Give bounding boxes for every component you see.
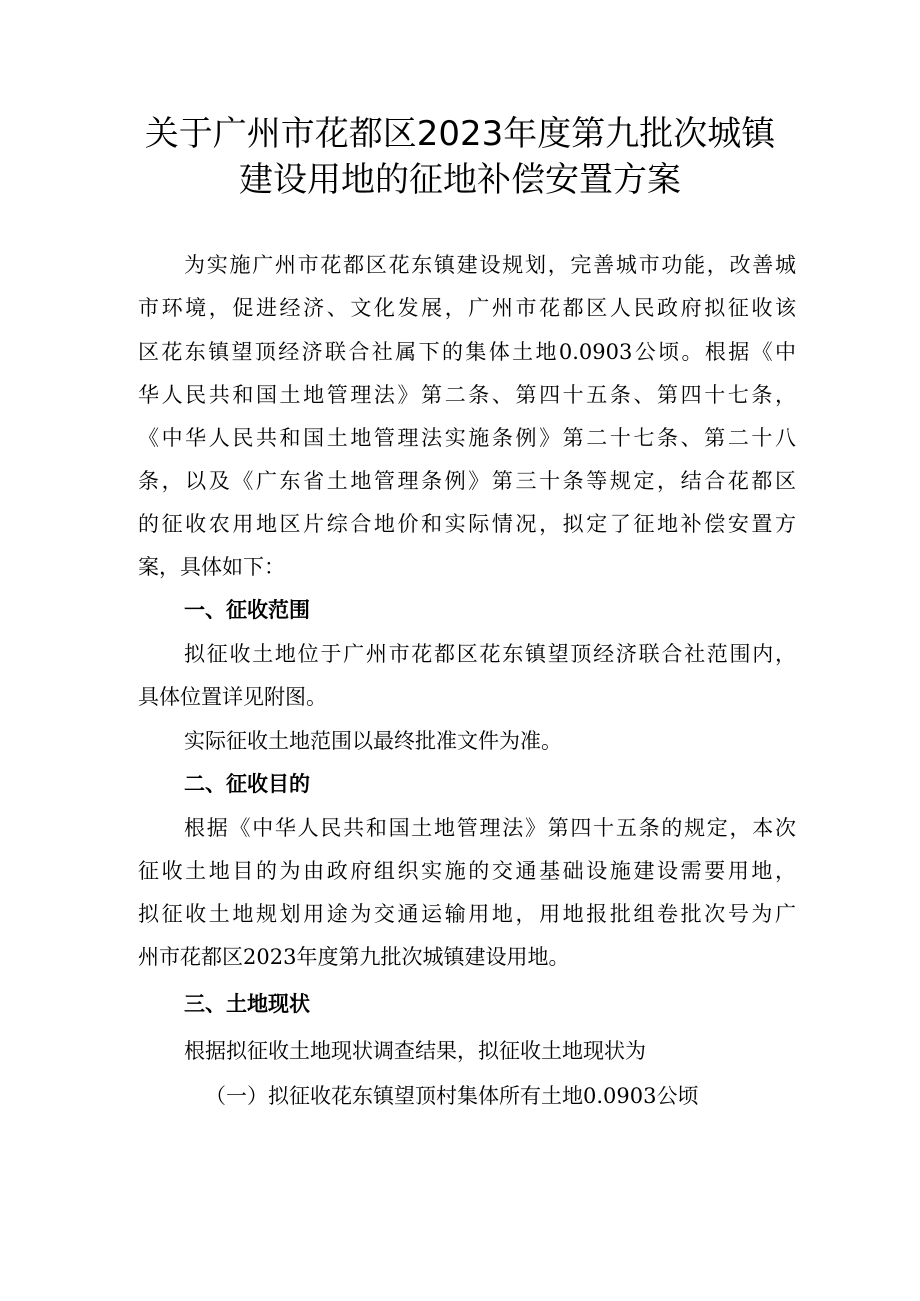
document-title-line-1: 关于广州市花都区2023年度第九批次城镇 — [144, 114, 776, 154]
section2-line-4: 州市花都区2023年度第九批次城镇建设用地。 — [138, 945, 570, 969]
section1-line-2: 具体位置详见附图。 — [138, 685, 327, 709]
section2-line-3: 拟征收土地规划用途为交通运输用地，用地报批组卷批次号为广 — [138, 902, 796, 926]
section2-line-2: 征收土地目的为由政府组织实施的交通基础设施建设需要用地， — [138, 859, 796, 883]
intro-line-6: 条，以及《广东省土地管理条例》第三十条等规定，结合花都区 — [138, 469, 796, 493]
section3-heading: 三、土地现状 — [184, 992, 310, 1016]
intro-line-8: 案，具体如下： — [138, 555, 285, 579]
section3-line-2: （一）拟征收花东镇望顶村集体所有土地0.0903公顷 — [205, 1084, 699, 1108]
section1-paragraph-2: 实际征收土地范围以最终批准文件为准。 — [184, 729, 562, 753]
document-title-line-2: 建设用地的征地补偿安置方案 — [239, 160, 681, 200]
intro-line-2: 市环境，促进经济、文化发展，广州市花都区人民政府拟征收该 — [138, 296, 796, 320]
section1-heading: 一、征收范围 — [184, 598, 310, 622]
intro-line-3: 区花东镇望顶经济联合社属下的集体土地0.0903公顷。根据《中 — [138, 340, 796, 364]
section3-line-1: 根据拟征收土地现状调查结果，拟征收土地现状为 — [184, 1039, 646, 1063]
section2-heading: 二、征收目的 — [184, 772, 310, 796]
intro-line-4: 华人民共和国土地管理法》第二条、第四十五条、第四十七条， — [138, 383, 796, 407]
section1-line-1: 拟征收土地位于广州市花都区花东镇望顶经济联合社范围内， — [184, 642, 796, 666]
section2-line-1: 根据《中华人民共和国土地管理法》第四十五条的规定，本次 — [184, 816, 796, 840]
intro-line-7: 的征收农用地区片综合地价和实际情况，拟定了征地补偿安置方 — [138, 512, 796, 536]
intro-line-5: 《中华人民共和国土地管理法实施条例》第二十七条、第二十八 — [138, 426, 796, 450]
intro-line-1: 为实施广州市花都区花东镇建设规划，完善城市功能，改善城 — [184, 253, 796, 277]
